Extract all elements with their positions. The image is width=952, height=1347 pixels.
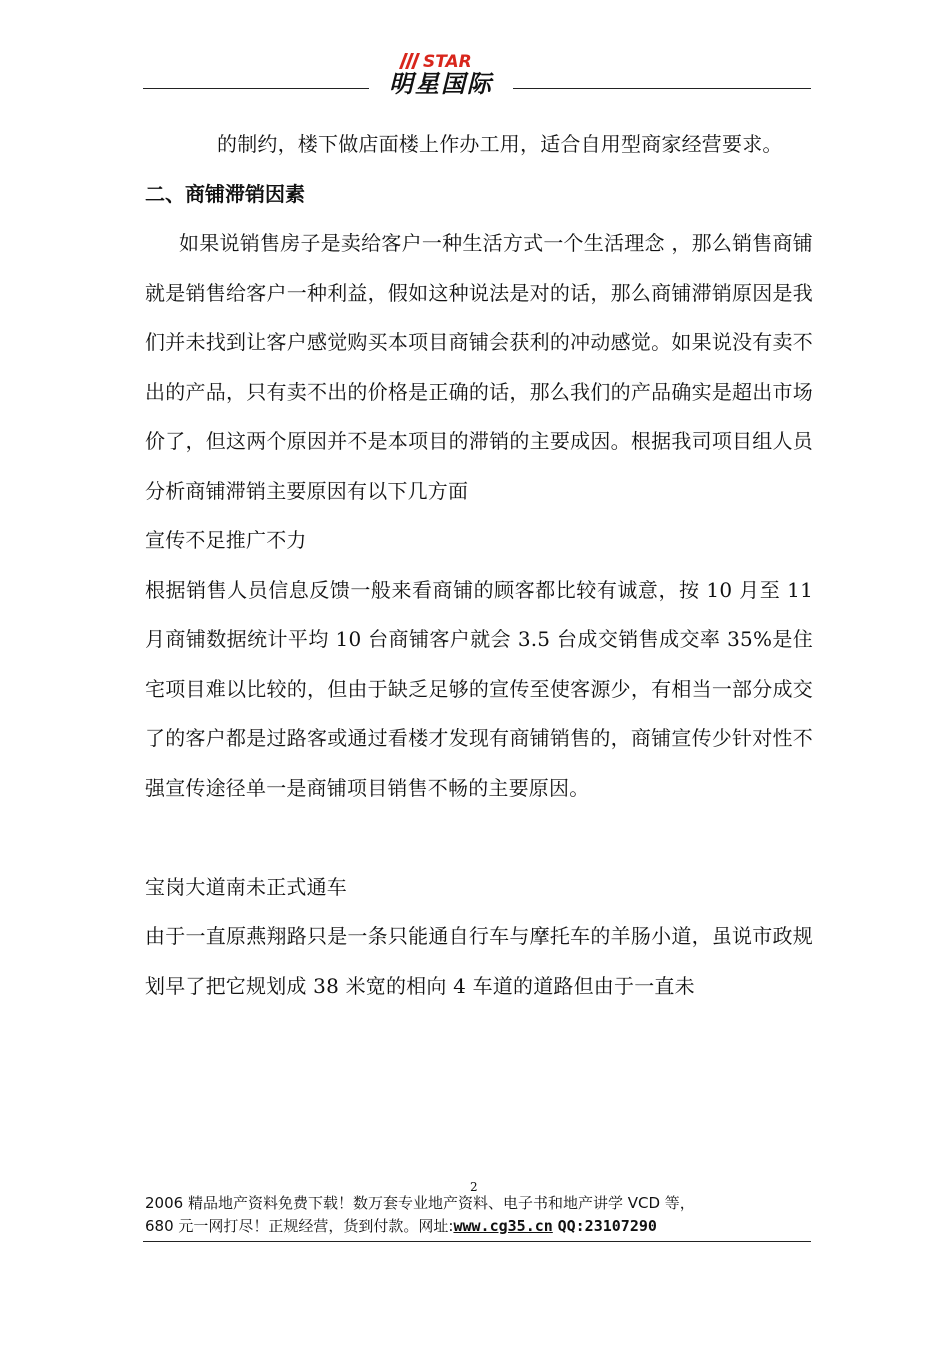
section-heading: 二、商铺滞销因素 [145,181,305,206]
blank-line [145,813,813,863]
document-body [145,120,813,1011]
footer-line-2 [145,1215,813,1238]
paragraph-publicity: 根据销售人员信息反馈一般来看商铺的顾客都比较有诚意，按 10 月至 11 月商铺数据统计平均 10 台商铺客户就会 3.5 台成交销售成交率 35%是住宅项目难以比较的，但由于缺乏足够的宣传至使客源少，有相当一部分成交了的客户都是过路客或通过看楼才发现有商铺销售的，商铺宣传少针对性不强宣传途径单一是商铺项目销售不畅的主要原因。 [145,577,813,800]
header-rule-left [143,88,369,89]
footer-qq: QQ:23107290 [557,1217,657,1235]
page-header [143,48,811,104]
footer-website-link[interactable]: www.cg35.cn [453,1217,553,1235]
paragraph-road: 由于一直原燕翔路只是一条只能通自行车与摩托车的羊肠小道，虽说市政规划早了把它规划成 38 米宽的相向 4 车道的道路但由于一直未 [145,924,813,998]
footer-line-1: 2006 精品地产资料免费下载！数万套专业地产资料、电子书和地产讲学 VCD 等， [145,1194,695,1212]
mstar-logo-mark [395,52,495,70]
subheading-publicity: 宣传不足推广不力 [145,528,307,552]
company-logo [371,48,511,104]
subheading-road: 宝岗大道南未正式通车 [145,874,347,899]
paragraph-intro: 如果说销售房子是卖给客户一种生活方式一个生活理念 ，那么销售商铺就是销售给客户一种利益，假如这种说法是对的话，那么商铺滞销原因是我们并未找到让客户感觉购买本项目商铺会获利的冲动感觉。如果说没有卖不出的产品，只有卖不出的价格是正确的话，那么我们的产品确实是超出市场价了，但这两个原因并不是本项目的滞销的主要成因。根据我司项目组人员分析商铺滞销主要原因有以下几方面 [145,231,813,503]
svg-text:STAR: STAR [423,52,472,70]
page-footer [145,1192,813,1238]
page-number: 2 [470,1180,478,1194]
logo-text: 明星国际 [389,69,493,98]
footer-rule [143,1241,811,1242]
footer-line-2-text: 680 元一网打尽！正规经营，货到付款。网址: [145,1217,454,1235]
paragraph-continuation: 的制约，楼下做店面楼上作办工用，适合自用型商家经营要求。 [217,132,783,156]
header-rule-right [513,88,811,89]
